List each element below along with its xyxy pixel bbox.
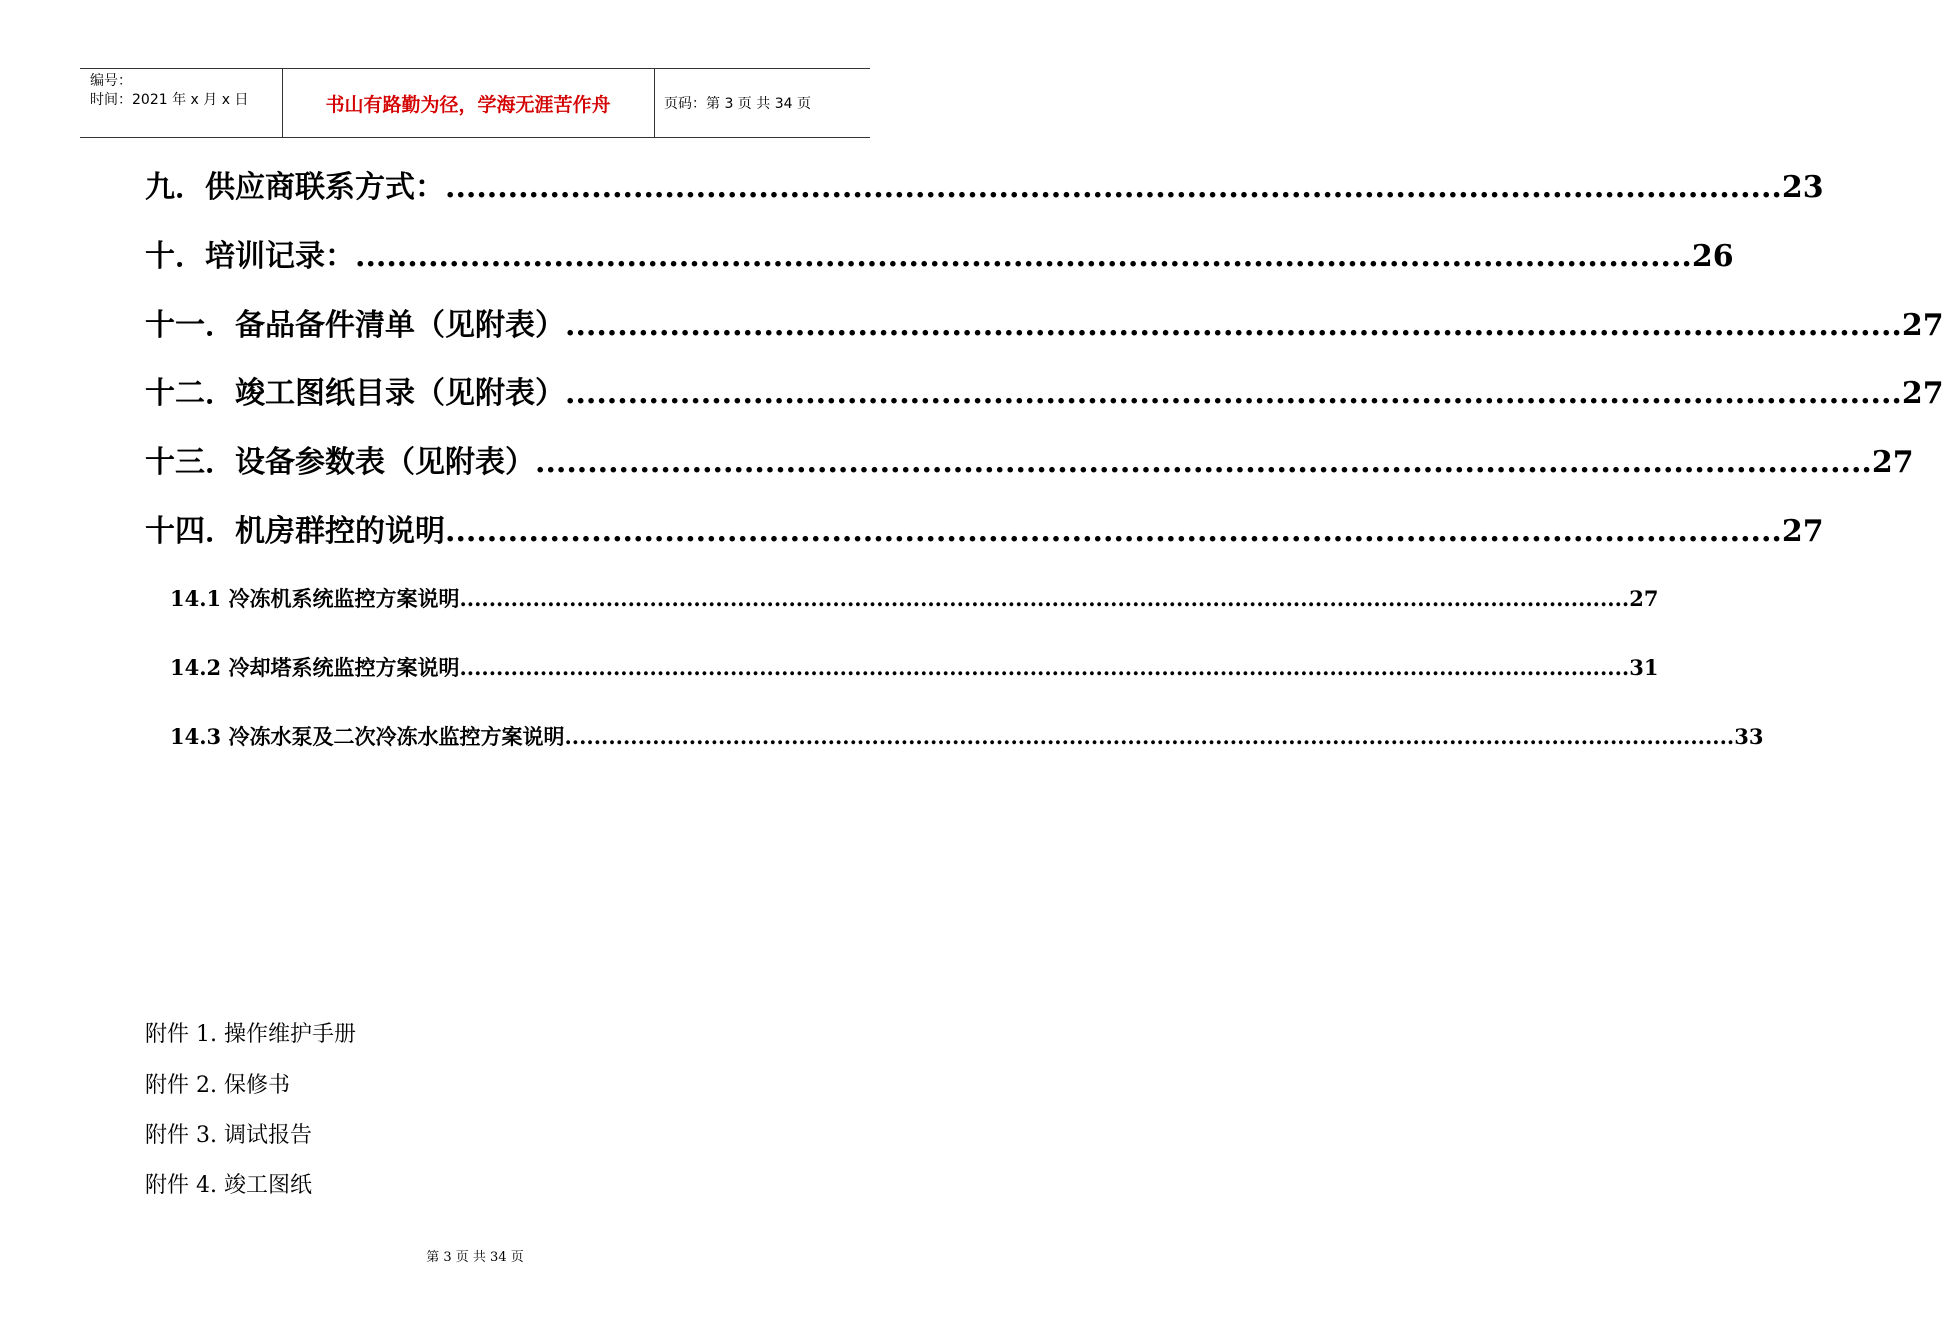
- toc-entry[interactable]: [145, 506, 1824, 550]
- toc-entry-page: 27: [1781, 514, 1824, 549]
- toc-subentry-title: 14.3 冷冻水泵及二次冷冻水监控方案说明: [170, 724, 565, 749]
- toc-entry-title: 十三．设备参数表（见附表）: [145, 445, 535, 480]
- toc-leader-dots: ................................................................................................................................: [565, 308, 1902, 343]
- toc-entry-page: 27: [1901, 308, 1944, 343]
- header-divider: [654, 69, 655, 137]
- toc-entry-title: 十．培训记录：: [145, 239, 355, 274]
- toc-entry-title: 十一．备品备件清单（见附表）: [145, 308, 565, 343]
- toc-entry-title: 十四．机房群控的说明: [145, 514, 445, 549]
- page-header: [80, 68, 870, 138]
- header-meta: [90, 72, 285, 110]
- header-motto: 书山有路勤为径，学海无涯苦作舟: [325, 93, 611, 116]
- toc-leader-dots: ................................................................................................................................................................: [564, 724, 1735, 749]
- toc-entry[interactable]: [145, 162, 1824, 206]
- toc-leader-dots: ................................................................................................................................: [445, 514, 1782, 549]
- toc-entry-page: 27: [1901, 376, 1944, 411]
- attachment-item: 附件 2. 保修书: [145, 1073, 290, 1098]
- toc-leader-dots: ................................................................................................................................................................: [459, 655, 1630, 680]
- toc-leader-dots: ................................................................................................................................: [565, 376, 1902, 411]
- toc-entry-page: 27: [1871, 445, 1914, 480]
- toc-leader-dots: ................................................................................................................................: [535, 445, 1872, 480]
- toc-leader-dots: ................................................................................................................................................................: [459, 586, 1630, 611]
- attachment-item: 附件 4. 竣工图纸: [145, 1173, 312, 1198]
- toc-subentry[interactable]: [170, 652, 1659, 682]
- toc-subentry-title: 14.1 冷冻机系统监控方案说明: [170, 586, 460, 611]
- toc-entry-title: 九．供应商联系方式：: [145, 170, 445, 205]
- toc-leader-dots: ................................................................................................................................: [355, 239, 1692, 274]
- toc-subentry-page: 31: [1629, 655, 1659, 680]
- toc-subentry[interactable]: [170, 583, 1659, 613]
- toc-subentry-title: 14.2 冷却塔系统监控方案说明: [170, 655, 460, 680]
- toc-entry-title: 十二．竣工图纸目录（见附表）: [145, 376, 565, 411]
- toc-subentry-page: 27: [1629, 586, 1659, 611]
- toc-subentry-page: 33: [1734, 724, 1764, 749]
- attachment-item: 附件 1. 操作维护手册: [145, 1022, 356, 1047]
- toc-entry-page: 23: [1781, 170, 1824, 205]
- header-number-label: 编号：: [90, 73, 132, 89]
- toc-subentry[interactable]: [170, 721, 1764, 751]
- toc-entry[interactable]: [145, 300, 1944, 344]
- header-page-info: 页码：第 3 页 共 34 页: [664, 96, 811, 112]
- toc-entry-page: 26: [1691, 239, 1734, 274]
- toc-entry[interactable]: [145, 437, 1914, 481]
- page-footer: 第 3 页 共 34 页: [426, 1250, 524, 1265]
- toc-leader-dots: ................................................................................................................................: [445, 170, 1782, 205]
- toc-entry[interactable]: [145, 231, 1734, 275]
- header-time-label: 时间：2021 年 x 月 x 日: [90, 92, 249, 108]
- attachment-item: 附件 3. 调试报告: [145, 1123, 312, 1148]
- toc-entry[interactable]: [145, 368, 1944, 412]
